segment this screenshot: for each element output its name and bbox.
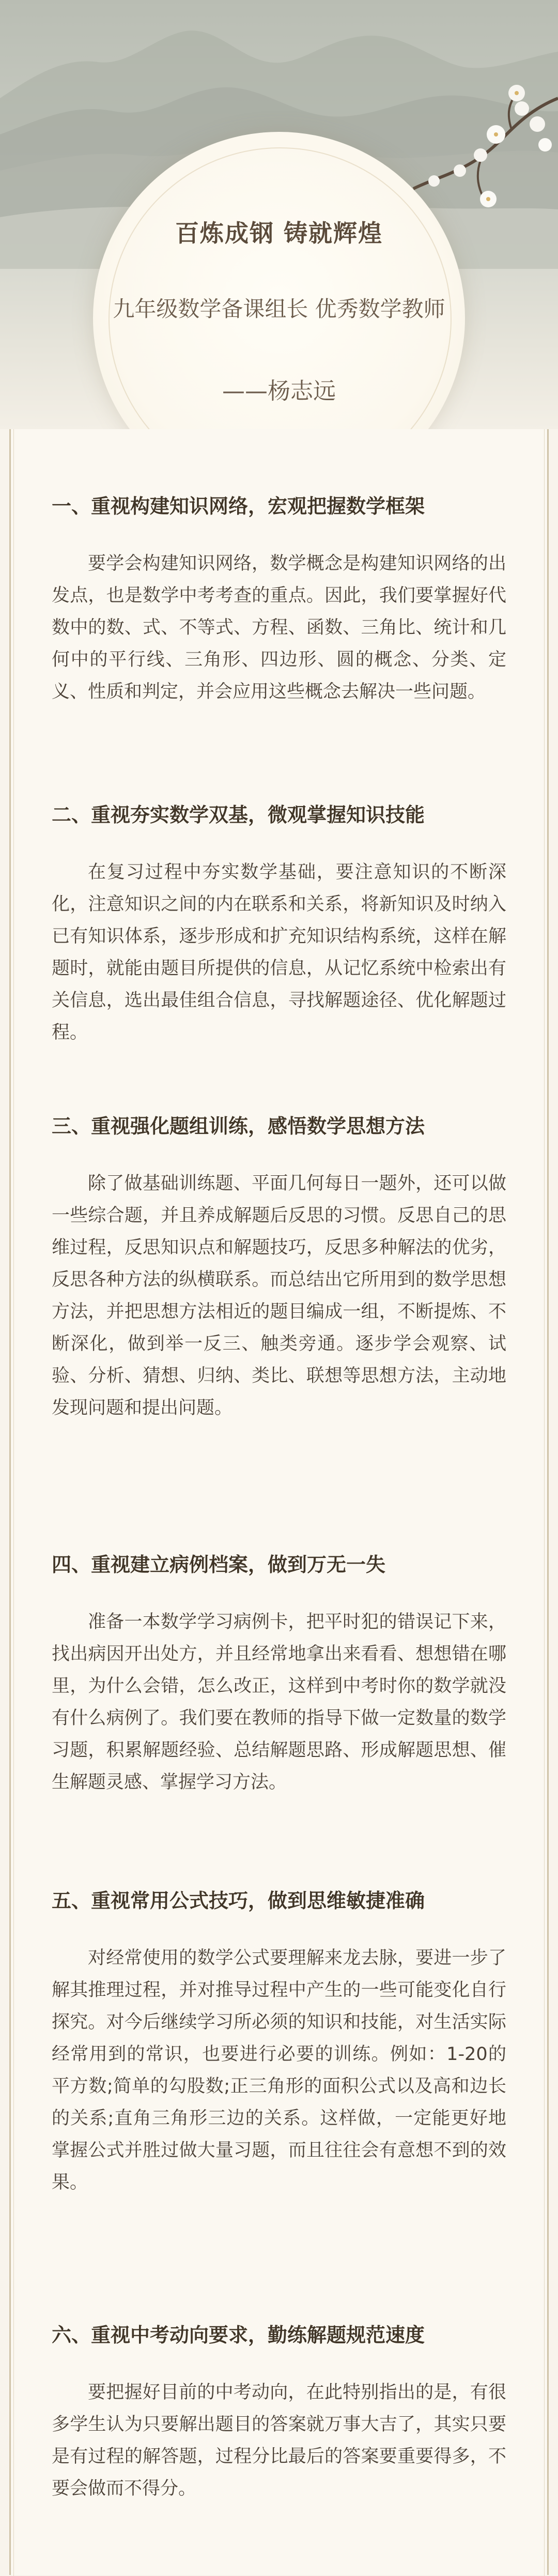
section-heading: 一、重视构建知识网络，宏观把握数学框架 <box>52 495 425 518</box>
section-3 <box>52 1110 506 1424</box>
page-title: 百炼成钢 铸就辉煌 <box>175 219 383 247</box>
section-paragraph: 在复习过程中夯实数学基础，要注意知识的不断深化，注意知识之间的内在联系和关系，将新知识及时纳入已有知识体系，逐步形成和扩充知识结构系统，这样在解题时，就能由题目所提供的信息，从记忆系统中检索出有关信息，选出最佳组合信息，寻找解题途径、优化解题过程。 <box>52 862 506 1043</box>
section-6 <box>52 2319 506 2505</box>
section-4 <box>52 1549 506 1798</box>
section-2 <box>52 799 506 1049</box>
section-paragraph: 除了做基础训练题、平面几何每日一题外，还可以做一些综合题，并且养成解题后反思的习惯。反思自己的思维过程，反思知识点和解题技巧，反思多种解法的优劣，反思各种方法的纵横联系。而总结出它所用到的数学思想方法，并把思想方法相近的题目编成一组，不断提炼、不断深化，做到举一反三、触类旁通。逐步学会观察、试验、分析、猜想、归纳、类比、联想等思想方法，主动地发现问题和提出问题。 <box>52 1173 506 1418</box>
article-card <box>9 429 549 2575</box>
section-heading: 二、重视夯实数学双基，微观掌握知识技能 <box>52 804 425 826</box>
section-paragraph: 对经常使用的数学公式要理解来龙去脉，要进一步了解其推理过程，并对推导过程中产生的一些可能变化自行探究。对今后继续学习所必须的知识和技能，对生活实际经常用到的常识，也要进行必要的训练。例如：1-20的平方数;简单的勾股数;正三角形的面积公式以及高和边长的关系;直角三角形三边的关系。这样做，一定能更好地掌握公式并胜过做大量习题，而且往往会有意想不到的效果。 <box>52 1948 506 2193</box>
card-inner-border-left <box>13 429 14 2576</box>
section-heading: 三、重视强化题组训练，感悟数学思想方法 <box>52 1115 425 1138</box>
page-subtitle: 九年级数学备课组长 优秀数学教师 <box>113 296 445 322</box>
card-inner-border-right <box>544 429 545 2576</box>
section-heading: 五、重视常用公式技巧，做到思维敏捷准确 <box>52 1889 425 1912</box>
section-paragraph: 准备一本数学学习病例卡，把平时犯的错误记下来，找出病因开出处方，并且经常地拿出来看看、想想错在哪里，为什么会错，怎么改正，这样到中考时你的数学就没有什么病例了。我们要在教师的指导下做一定数量的数学习题，积累解题经验、总结解题思路、形成解题思想、催生解题灵感、掌握学习方法。 <box>52 1612 506 1793</box>
section-5 <box>52 1885 506 2199</box>
header-banner <box>0 0 558 429</box>
section-1 <box>52 490 506 708</box>
section-heading: 六、重视中考动向要求，勤练解题规范速度 <box>52 2324 425 2346</box>
section-paragraph: 要学会构建知识网络，数学概念是构建知识网络的出发点，也是数学中考考查的重点。因此，我们要掌握好代数中的数、式、不等式、方程、函数、三角比、统计和几何中的平行线、三角形、四边形、圆的概念、分类、定义、性质和判定，并会应用这些概念去解决一些问题。 <box>52 553 506 702</box>
author-line: ——杨志远 <box>222 378 336 404</box>
section-heading: 四、重视建立病例档案，做到万无一失 <box>52 1553 386 1576</box>
section-paragraph: 要把握好目前的中考动向，在此特别指出的是，有很多学生认为只要解出题目的答案就万事大吉了，其实只要是有过程的解答题，过程分比最后的答案要重要得多，不要会做而不得分。 <box>52 2382 506 2499</box>
plum-blossom-branch <box>403 78 558 222</box>
